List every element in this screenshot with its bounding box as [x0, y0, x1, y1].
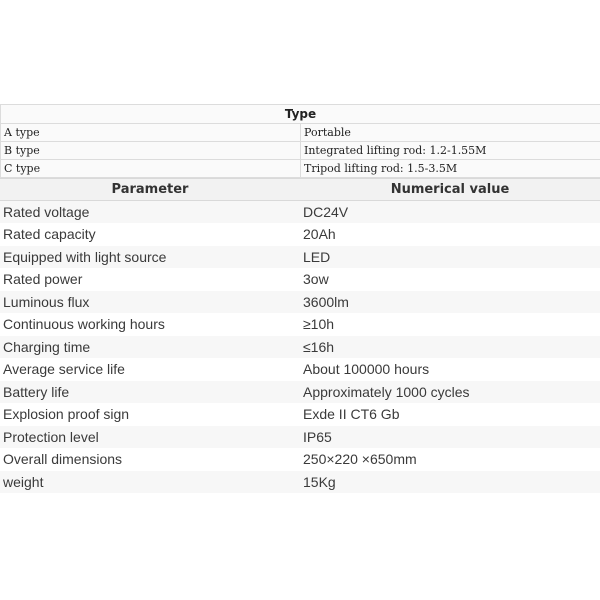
parameter-value: 3ow — [300, 268, 600, 291]
parameter-value: 3600lm — [300, 291, 600, 314]
table-row — [0, 223, 600, 246]
table-row — [0, 291, 600, 314]
table-row — [0, 313, 600, 336]
parameter-name: Continuous working hours — [0, 313, 300, 336]
parameter-column-header: Parameter — [0, 179, 300, 201]
type-description: Tripod lifting rod: 1.5-3.5M — [301, 160, 600, 178]
type-name: B type — [1, 142, 301, 160]
type-description: Portable — [301, 124, 600, 142]
parameter-name: Explosion proof sign — [0, 403, 300, 426]
parameter-name: Battery life — [0, 381, 300, 404]
parameter-name: Rated power — [0, 268, 300, 291]
parameter-value: ≤16h — [300, 336, 600, 359]
parameter-name: Rated voltage — [0, 201, 300, 224]
parameter-value: Exde II CT6 Gb — [300, 403, 600, 426]
table-row — [0, 448, 600, 471]
table-row — [0, 336, 600, 359]
type-row — [1, 160, 600, 178]
parameter-name: Equipped with light source — [0, 246, 300, 269]
parameter-name: Average service life — [0, 358, 300, 381]
parameter-value: IP65 — [300, 426, 600, 449]
table-row — [0, 246, 600, 269]
type-description: Integrated lifting rod: 1.2-1.55M — [301, 142, 600, 160]
type-table — [0, 104, 600, 178]
table-row — [0, 381, 600, 404]
parameter-header-row — [0, 179, 600, 201]
parameter-value: ≥10h — [300, 313, 600, 336]
type-header-row — [1, 105, 600, 124]
parameter-value: Approximately 1000 cycles — [300, 381, 600, 404]
parameter-name: weight — [0, 471, 300, 494]
parameter-table — [0, 178, 600, 494]
parameter-name: Luminous flux — [0, 291, 300, 314]
type-row — [1, 124, 600, 142]
type-row — [1, 142, 600, 160]
parameter-value: LED — [300, 246, 600, 269]
parameter-value: About 100000 hours — [300, 358, 600, 381]
table-row — [0, 201, 600, 224]
parameter-value: DC24V — [300, 201, 600, 224]
parameter-value: 250×220 ×650mm — [300, 448, 600, 471]
table-row — [0, 471, 600, 494]
table-row — [0, 358, 600, 381]
type-name: A type — [1, 124, 301, 142]
type-name: C type — [1, 160, 301, 178]
parameter-value: 20Ah — [300, 223, 600, 246]
parameter-name: Rated capacity — [0, 223, 300, 246]
table-row — [0, 426, 600, 449]
parameter-value: 15Kg — [300, 471, 600, 494]
parameter-name: Charging time — [0, 336, 300, 359]
parameter-name: Protection level — [0, 426, 300, 449]
spec-sheet — [0, 104, 600, 494]
table-row — [0, 268, 600, 291]
value-column-header: Numerical value — [300, 179, 600, 201]
table-row — [0, 403, 600, 426]
type-header: Type — [1, 105, 600, 124]
parameter-name: Overall dimensions — [0, 448, 300, 471]
